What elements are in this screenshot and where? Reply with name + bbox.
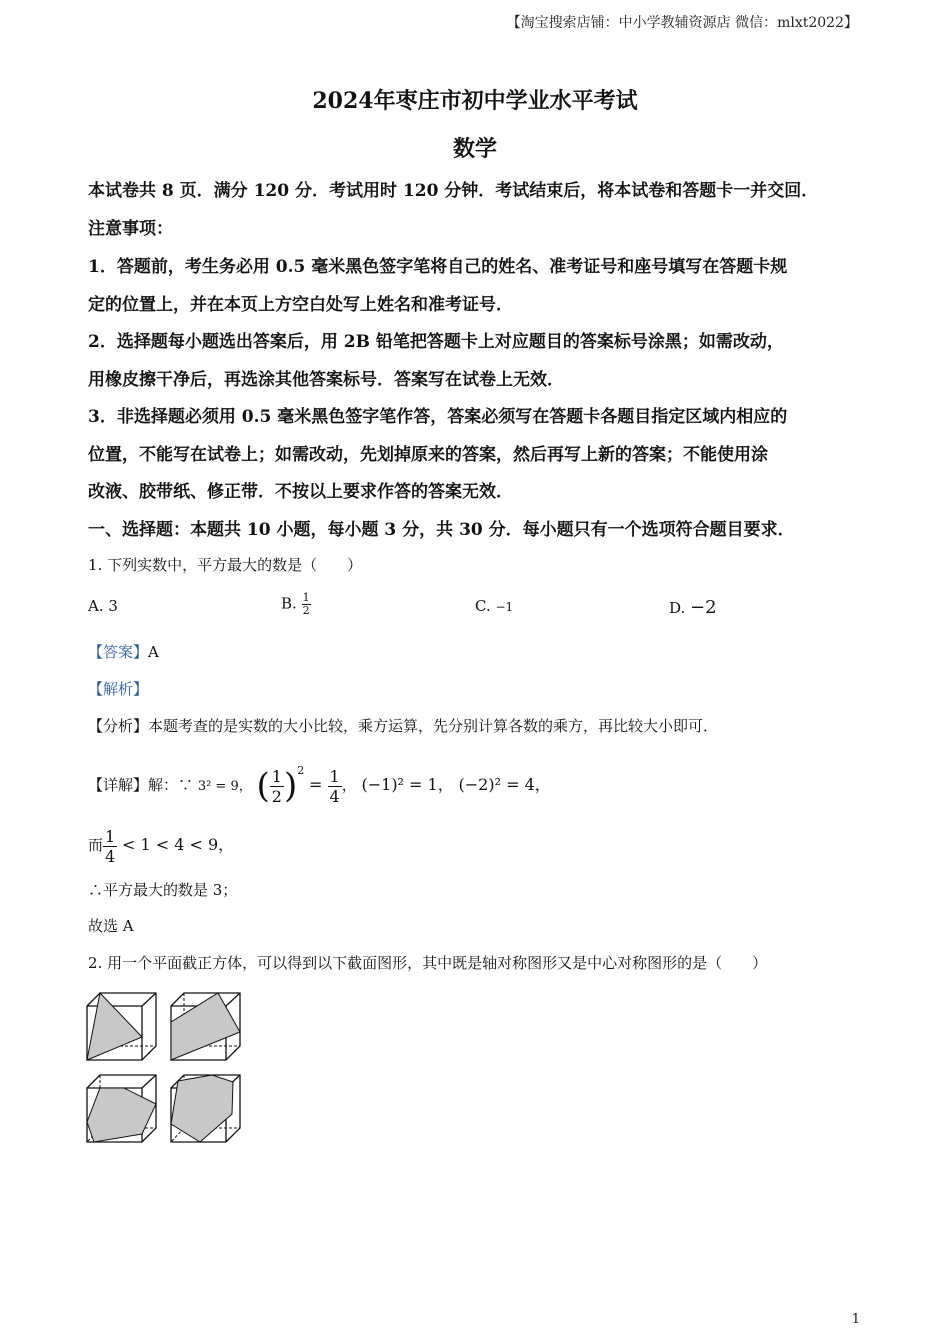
right-paren: ) — [283, 766, 298, 806]
notice-item-2-line-2: 用橡皮擦干净后，再选涂其他答案标号．答案写在试卷上无效． — [88, 370, 564, 390]
q1-option-d-value: −2 — [690, 597, 717, 618]
compare-fraction — [103, 827, 117, 866]
compare-denominator: 4 — [105, 846, 116, 866]
fenxi-text: 本题考查的是实数的大小比较，乘方运算，先分别计算各数的乘方，再比较大小即可． — [148, 717, 719, 735]
q1-option-b-denominator: 2 — [302, 604, 310, 617]
left-paren: ( — [256, 766, 270, 806]
notice-item-1-line-2: 定的位置上，并在本页上方空白处写上姓名和准考证号． — [88, 295, 513, 315]
q1-compare-line — [88, 822, 234, 868]
header-note: 【淘宝搜索店铺：中小学教辅资源店 微信：mlxt2022】 — [506, 15, 858, 31]
q1-option-a-label: A. — [88, 597, 104, 615]
notice-item-3-line-3: 改液、胶带纸、修正带．不按以上要求作答的答案无效． — [88, 482, 513, 502]
notice-item-3-line-2: 位置，不能写在试卷上；如需改动，先划掉原来的答案，然后再写上新的答案；不能使用涂 — [88, 445, 768, 465]
q1-answer-line — [88, 641, 159, 663]
notice-item-3-line-1: 3．非选择题必须用 0.5 毫米黑色签字笔作答，答案必须写在答题卡各题目指定区域内相应的 — [88, 407, 788, 427]
cube-figure-d — [170, 1074, 244, 1144]
notice-item-1-line-1: 1．答题前，考生务必用 0.5 毫米黑色签字笔将自己的姓名、准考证号和座号填写在答题卡规 — [88, 257, 788, 277]
eq-2-equals: = — [309, 775, 328, 794]
xiangjie-prefix: 解：∵ — [148, 776, 194, 794]
q1-choose: 故选 A — [88, 917, 134, 935]
cube-figure-b — [170, 992, 244, 1062]
q1-fenxi-line — [88, 715, 718, 737]
half-fraction — [270, 767, 284, 806]
section-1-heading: 一、选择题：本题共 10 小题，每小题 3 分，共 30 分．每小题只有一个选项符合题目要求． — [88, 520, 795, 540]
instructions-intro: 本试卷共 8 页．满分 120 分．考试用时 120 分钟．考试结束后，将本试卷和答题卡一并交回． — [88, 181, 819, 201]
fenxi-tag: 【分析】 — [88, 717, 149, 735]
compare-numerator: 1 — [105, 826, 116, 846]
quarter-numerator: 1 — [329, 766, 340, 786]
q1-option-c-value: −1 — [495, 600, 514, 614]
cube-figure-a — [86, 992, 160, 1062]
eq-3-squared: 3² = 9， — [197, 779, 252, 794]
q1-option-b-numerator: 1 — [302, 591, 310, 604]
xiangjie-tag: 【详解】 — [88, 776, 149, 794]
eq-neg1-squared: (−1)² = 1， — [361, 775, 454, 794]
q1-option-b — [281, 592, 311, 617]
q1-stem: 1. 下列实数中，平方最大的数是（ ） — [88, 556, 363, 574]
analysis-tag: 【解析】 — [88, 680, 149, 698]
quarter-fraction — [328, 767, 342, 806]
q1-detail-line: 【详解】解：∵ 3² = 9， ( $\frac{1}{2}$ )$^2$ = $\frac{1}{4}$ ， (−1)² = 1， (−2)² = 4， — [88, 764, 551, 806]
compare-rest: < 1 < 4 < 9， — [121, 835, 235, 854]
answer-value: A — [148, 643, 159, 661]
q1-conclusion: ∴平方最大的数是 3； — [88, 881, 238, 899]
q1-option-d-label: D. — [669, 599, 686, 617]
q1-option-d — [669, 597, 717, 618]
notice-heading: 注意事项： — [88, 219, 173, 239]
exam-title: 2024年枣庄市初中学业水平考试 — [312, 88, 638, 114]
q1-option-b-label: B. — [281, 594, 297, 613]
page-number: 1 — [851, 1312, 860, 1327]
q1-option-a — [88, 597, 118, 615]
q1-option-c-label: C. — [475, 597, 491, 615]
q1-option-a-value: 3 — [108, 597, 118, 615]
exam-subject: 数学 — [452, 136, 497, 162]
section-pentagon — [87, 1088, 156, 1142]
half-denominator: 2 — [271, 786, 282, 806]
eq-neg2-squared: (−2)² = 4， — [458, 775, 551, 794]
q1-option-b-fraction — [302, 592, 311, 617]
section-triangle — [87, 993, 142, 1060]
q2-stem: 2. 用一个平面截正方体，可以得到以下截面图形，其中既是轴对称图形又是中心对称图形的是（ ） — [88, 954, 768, 972]
q1-option-c — [475, 597, 513, 615]
square-exponent: 2 — [297, 764, 305, 777]
cube-figure-c — [86, 1074, 160, 1144]
answer-tag: 【答案】 — [88, 643, 149, 661]
quarter-denominator: 4 — [329, 786, 340, 806]
notice-item-2-line-1: 2．选择题每小题选出答案后，用 2B 铅笔把答题卡上对应题目的答案标号涂黑；如需改动， — [88, 332, 784, 352]
half-numerator: 1 — [271, 766, 282, 786]
compare-prefix: 而 — [88, 836, 104, 854]
